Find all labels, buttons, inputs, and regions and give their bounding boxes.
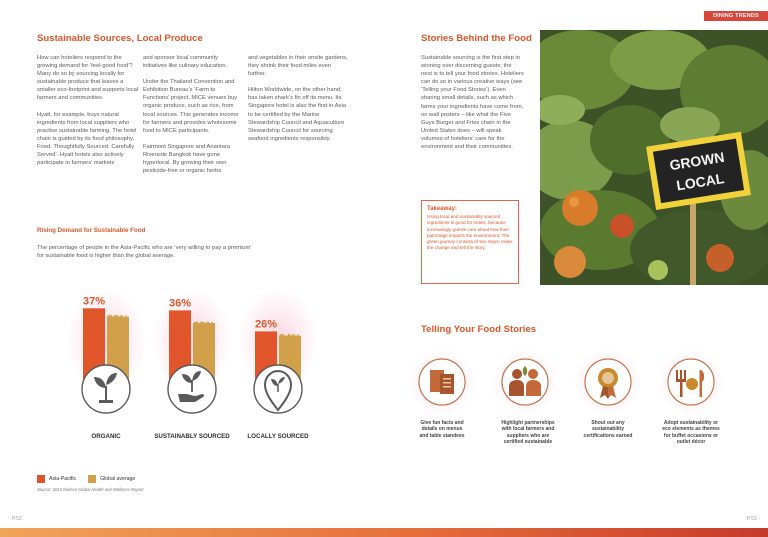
left-page-title: Sustainable Sources, Local Produce xyxy=(37,33,203,44)
paragraph: and vegetables in their onsite gardens, they shrink their food miles even further. xyxy=(248,55,348,78)
value-label-organic-global-average: 33% xyxy=(106,313,130,326)
chart-intro: The percentage of people in the Asia-Pacific who are ‘very willing to pay a premium’ for sustainable food is higher than the global average. xyxy=(37,245,252,260)
paragraph: Fairmont Singapore and Anantara Riverside Bangkok have gone hyperlocal. By growing their own pesticide-free or organic herbs xyxy=(143,143,231,175)
takeaway-box xyxy=(421,200,519,284)
value-label-locally-sourced-global-average: 24% xyxy=(278,332,302,345)
takeaway-text: Using local and sustainably sourced ingredients is good for hotels, because increasingly guests care about how their patronage impacts the environment. The green journey consists of two steps: make the change and tell the story. xyxy=(427,214,513,251)
section-tag: DINING TRENDS xyxy=(704,11,768,21)
bottom-gradient-bar xyxy=(0,528,768,537)
page-number-right: P.53 xyxy=(747,516,757,522)
legend-swatch-global-average xyxy=(88,475,96,483)
sign-text-line-2: LOCAL xyxy=(675,170,726,194)
story-caption-1: Give fun facts and details on menus and table standees xyxy=(419,420,465,439)
menu-icon xyxy=(408,348,476,416)
chart-source: Source: 2015 Nielsen Global Health and Wellness Report xyxy=(37,487,144,492)
certification-badge-icon xyxy=(574,348,642,416)
grown-local-photo xyxy=(540,30,768,285)
value-label-sustainably-sourced-global-average: 30% xyxy=(192,320,216,332)
paragraph: Under the Thailand Convention and Exhibition Bureau’s ‘Farm to Functions’ project, MICE venues buy organic produce, such as rice, from local sources. This generates income for farmers and provides wholesome food to MICE participants. xyxy=(143,79,239,134)
legend-swatch-asia-pacific xyxy=(37,475,45,483)
farmers-icon xyxy=(491,348,559,416)
chart-legend xyxy=(37,475,135,483)
right-page-title: Stories Behind the Food xyxy=(421,33,532,44)
story-caption-4: Adopt sustainability or eco elements as themes for buffet occasions or outlet décor xyxy=(662,420,720,446)
left-column-1 xyxy=(37,54,139,175)
page-number-left: P.52 xyxy=(12,516,22,522)
story-caption-3: Shout out any sustainability certifications earned xyxy=(583,420,633,439)
stories-title: Telling Your Food Stories xyxy=(421,324,537,335)
value-label-organic-asia-pacific: 37% xyxy=(82,295,106,308)
cutlery-icon xyxy=(657,348,725,416)
legend-label-global-average: Global average xyxy=(100,476,136,482)
locally-sourced-icon-group xyxy=(254,365,302,413)
sign-text-line-1: GROWN xyxy=(668,148,726,174)
category-label-organic: ORGANIC xyxy=(91,433,121,440)
story-caption-2: Highlight partnerships with local farmers and suppliers who are certified sustainable xyxy=(501,420,555,446)
stories-icons xyxy=(400,344,760,420)
value-label-locally-sourced-asia-pacific: 26% xyxy=(254,318,278,331)
right-column-1 xyxy=(421,54,524,159)
left-column-2 xyxy=(143,54,243,183)
sustainable-food-chart xyxy=(30,280,360,450)
paragraph: How can hoteliers respond to the growing demand for ‘feel-good food’? Many do so by sourcing locally for sustainable produce that leaves a smaller eco-footprint and supports local farmers and communities. xyxy=(37,55,139,102)
paragraph: and sponsor local community initiatives like culinary education. xyxy=(143,55,228,70)
paragraph: Hilton Worldwide, on the other hand, has taken shark’s fin off its menu. Its Singapore hotel is also the first in Asia to be certified by the Marine Stewardship Council and Aquaculture Stewardship Council for sourcing seafood ingredients responsibly. xyxy=(248,87,346,142)
sustainably-sourced-icon-group xyxy=(168,365,216,413)
legend-label-asia-pacific: Asia-Pacific xyxy=(49,476,77,482)
chart-subheading: Rising Demand for Sustainable Food xyxy=(37,227,146,234)
category-label-sustainably-sourced: SUSTAINABLY SOURCED xyxy=(154,433,230,440)
paragraph: Sustainable sourcing is the first step in winning over discerning guests; the next is to tell your food stories. Hoteliers can do so in various creative ways (see ‘Telling your Food Stories’). Even sharing small details, such as which farms your ingredients have come from, on wall posters – like what the Five Guys Burger and Fries chain in the United States does – will speak volumes of hoteliers’ care for the environment and their communities. xyxy=(421,55,524,151)
organic-icon-group xyxy=(82,365,130,413)
value-label-sustainably-sourced-asia-pacific: 36% xyxy=(168,297,192,310)
paragraph: Hyatt, for example, buys natural ingredients from local suppliers who practise sustainable farming. The hotel chain is guided by its food philosophy, Food. Thoughtfully Sourced. Carefully Served’. Hyatt hotels also actively participate in farmers’ markets xyxy=(37,111,137,167)
left-column-3 xyxy=(248,54,350,151)
category-label-locally-sourced: LOCALLY SOURCED xyxy=(247,433,309,440)
takeaway-heading: Takeaway: xyxy=(427,206,457,212)
